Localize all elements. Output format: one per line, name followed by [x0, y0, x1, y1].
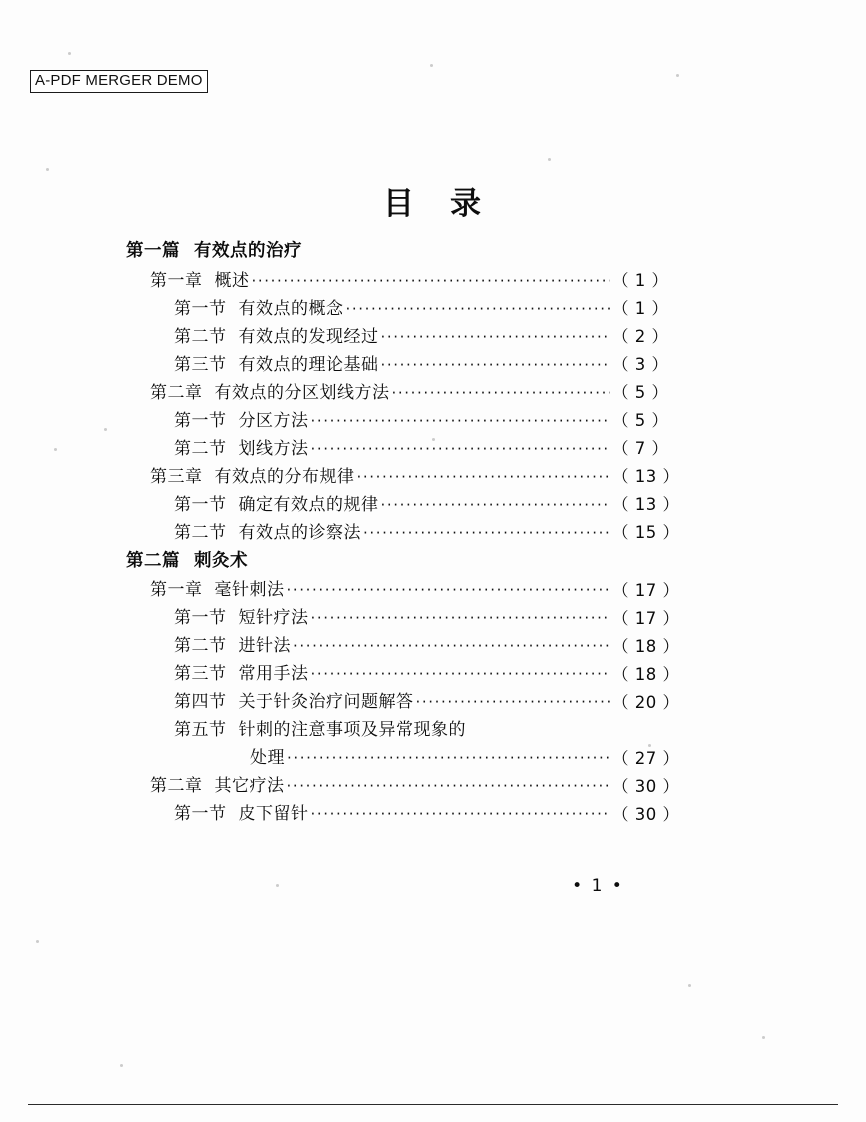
toc-entry-title: 概述 — [214, 270, 250, 291]
toc-entry-title: 处理 — [250, 748, 285, 768]
toc-entry[interactable] — [174, 326, 686, 347]
toc-entry-number: 第五节 — [174, 720, 227, 740]
toc-entry[interactable] — [126, 243, 686, 261]
toc-leader-dots — [381, 500, 611, 511]
scan-speck — [46, 168, 49, 171]
toc-leader-dots — [363, 528, 610, 539]
watermark-badge: A-PDF MERGER DEMO — [30, 70, 208, 93]
toc-entry-title: 有效点的治疗 — [194, 241, 302, 261]
toc-leader-dots — [381, 360, 611, 371]
toc-entry-title: 短针疗法 — [238, 608, 309, 628]
toc-entry-title: 有效点的分区划线方法 — [214, 382, 390, 403]
page-title-left: 目 — [383, 186, 416, 222]
toc-entry-page: （ 13 ） — [612, 495, 680, 514]
scan-speck — [104, 428, 107, 431]
scan-speck — [688, 984, 691, 987]
toc-entry-page: （ 20 ） — [612, 692, 680, 712]
toc-entry-title: 有效点的发现经过 — [238, 326, 379, 347]
toc-entry-number: 第二节 — [174, 438, 227, 459]
toc-entry[interactable] — [174, 410, 686, 431]
toc-entry-page: （ 5 ） — [612, 411, 669, 430]
toc-entry-page: （ 5 ） — [612, 383, 669, 402]
toc-leader-dots — [311, 613, 611, 624]
toc-entry[interactable] — [150, 270, 686, 291]
toc-leader-dots — [311, 444, 611, 455]
toc-entry[interactable] — [150, 778, 686, 795]
toc-entry-number: 第三章 — [150, 466, 203, 487]
toc-leader-dots — [252, 276, 611, 287]
toc-entry-title: 关于针灸治疗问题解答 — [238, 692, 414, 712]
toc-entry-title: 有效点的诊察法 — [238, 522, 361, 543]
toc-entry-page: （ 18 ） — [612, 636, 680, 656]
toc-entry-title: 有效点的理论基础 — [238, 354, 379, 375]
toc-entry[interactable] — [250, 750, 686, 767]
toc-entry-number: 第三节 — [174, 354, 227, 375]
toc-entry-title: 其它疗法 — [214, 776, 285, 796]
toc-entry[interactable] — [174, 522, 686, 543]
toc-entry-number: 第一节 — [174, 494, 227, 515]
scan-speck — [430, 64, 433, 67]
toc-entry[interactable] — [126, 550, 686, 571]
toc-entry-number: 第二节 — [174, 636, 227, 656]
toc-entry-page: （ 2 ） — [612, 327, 669, 346]
toc-entry-number: 第二章 — [150, 382, 203, 403]
toc-entry[interactable] — [174, 610, 686, 627]
toc-entry[interactable] — [174, 438, 686, 459]
toc-entry-page: （ 18 ） — [612, 664, 680, 684]
toc-leader-dots — [357, 472, 611, 483]
toc-leader-dots — [392, 388, 611, 399]
scan-speck — [54, 448, 57, 451]
page-title — [0, 178, 866, 223]
toc-entry-number: 第二篇 — [126, 550, 180, 571]
toc-entry-title: 皮下留针 — [238, 804, 309, 824]
toc-leader-dots — [287, 585, 611, 596]
toc-entry-title: 确定有效点的规律 — [238, 494, 379, 515]
toc-entry-number: 第一节 — [174, 410, 227, 431]
toc-entry-title: 划线方法 — [238, 438, 309, 459]
toc-leader-dots — [311, 809, 611, 820]
scan-speck — [68, 52, 71, 55]
toc-leader-dots — [287, 781, 611, 792]
toc-entry-number: 第一节 — [174, 608, 227, 628]
toc-entry[interactable] — [150, 582, 686, 599]
scan-speck — [762, 1036, 765, 1039]
toc-leader-dots — [304, 247, 610, 258]
toc-entry[interactable] — [174, 494, 686, 515]
toc-entry-page: （ 1 ） — [612, 299, 669, 318]
toc-leader-dots — [250, 556, 610, 567]
toc-entry-number: 第二章 — [150, 776, 203, 796]
toc-entry-page: （ 17 ） — [612, 608, 680, 628]
footer-page-number: • 1 • — [572, 876, 624, 896]
toc-entry-title: 分区方法 — [238, 410, 309, 431]
toc-entry-page: （ 13 ） — [612, 467, 680, 486]
bottom-rule — [28, 1104, 838, 1105]
toc-entry-number: 第一节 — [174, 298, 227, 319]
toc-entry-title: 刺灸术 — [194, 550, 248, 571]
toc-entry-page: （ 15 ） — [612, 523, 680, 542]
scan-speck — [548, 158, 551, 161]
toc-entry-title: 常用手法 — [238, 664, 309, 684]
toc-leader-dots — [468, 725, 610, 736]
toc-entry-title: 毫针刺法 — [214, 580, 285, 600]
scan-speck — [36, 940, 39, 943]
toc-entry-number: 第一章 — [150, 580, 203, 600]
toc-leader-dots — [311, 416, 611, 427]
toc-entry[interactable] — [174, 806, 686, 823]
toc-leader-dots — [381, 332, 611, 343]
toc-entry-title: 进针法 — [238, 636, 291, 656]
toc-entry-page: （ 17 ） — [612, 580, 680, 600]
toc-entry[interactable] — [174, 638, 686, 655]
page-title-right: 录 — [450, 186, 483, 222]
toc-entry-title: 有效点的分布规律 — [214, 466, 355, 487]
toc-entry-page: （ 27 ） — [612, 748, 680, 768]
toc-entry[interactable] — [150, 466, 686, 487]
toc-entry[interactable] — [174, 354, 686, 375]
toc-entry-title: 有效点的概念 — [238, 298, 344, 319]
toc-entry-page: （ 30 ） — [612, 804, 680, 824]
toc-entry[interactable] — [150, 382, 686, 403]
toc-entry-number: 第二节 — [174, 522, 227, 543]
toc-entry[interactable] — [174, 298, 686, 319]
toc-leader-dots — [287, 753, 610, 764]
toc-entry[interactable] — [174, 694, 686, 711]
toc-entry-page: （ 30 ） — [612, 776, 680, 796]
toc-entry[interactable] — [174, 722, 686, 739]
toc-leader-dots — [293, 641, 610, 652]
toc-entry-number: 第一章 — [150, 270, 203, 291]
toc-entry-page: （ 3 ） — [612, 355, 669, 374]
scan-speck — [120, 1064, 123, 1067]
toc-entry-number: 第二节 — [174, 326, 227, 347]
toc-leader-dots — [311, 669, 611, 680]
toc-entry[interactable] — [174, 666, 686, 683]
toc-entry-number: 第四节 — [174, 692, 227, 712]
toc-entry-number: 第一节 — [174, 804, 227, 824]
toc-entry-title: 针刺的注意事项及异常现象的 — [238, 720, 466, 740]
toc-entry-number: 第一篇 — [126, 241, 180, 261]
toc-entry-page: （ 7 ） — [612, 439, 669, 458]
table-of-contents — [126, 243, 686, 834]
toc-leader-dots — [346, 304, 611, 315]
toc-leader-dots — [416, 697, 611, 708]
toc-entry-page: （ 1 ） — [612, 271, 669, 290]
toc-entry-number: 第三节 — [174, 664, 227, 684]
scan-speck — [676, 74, 679, 77]
